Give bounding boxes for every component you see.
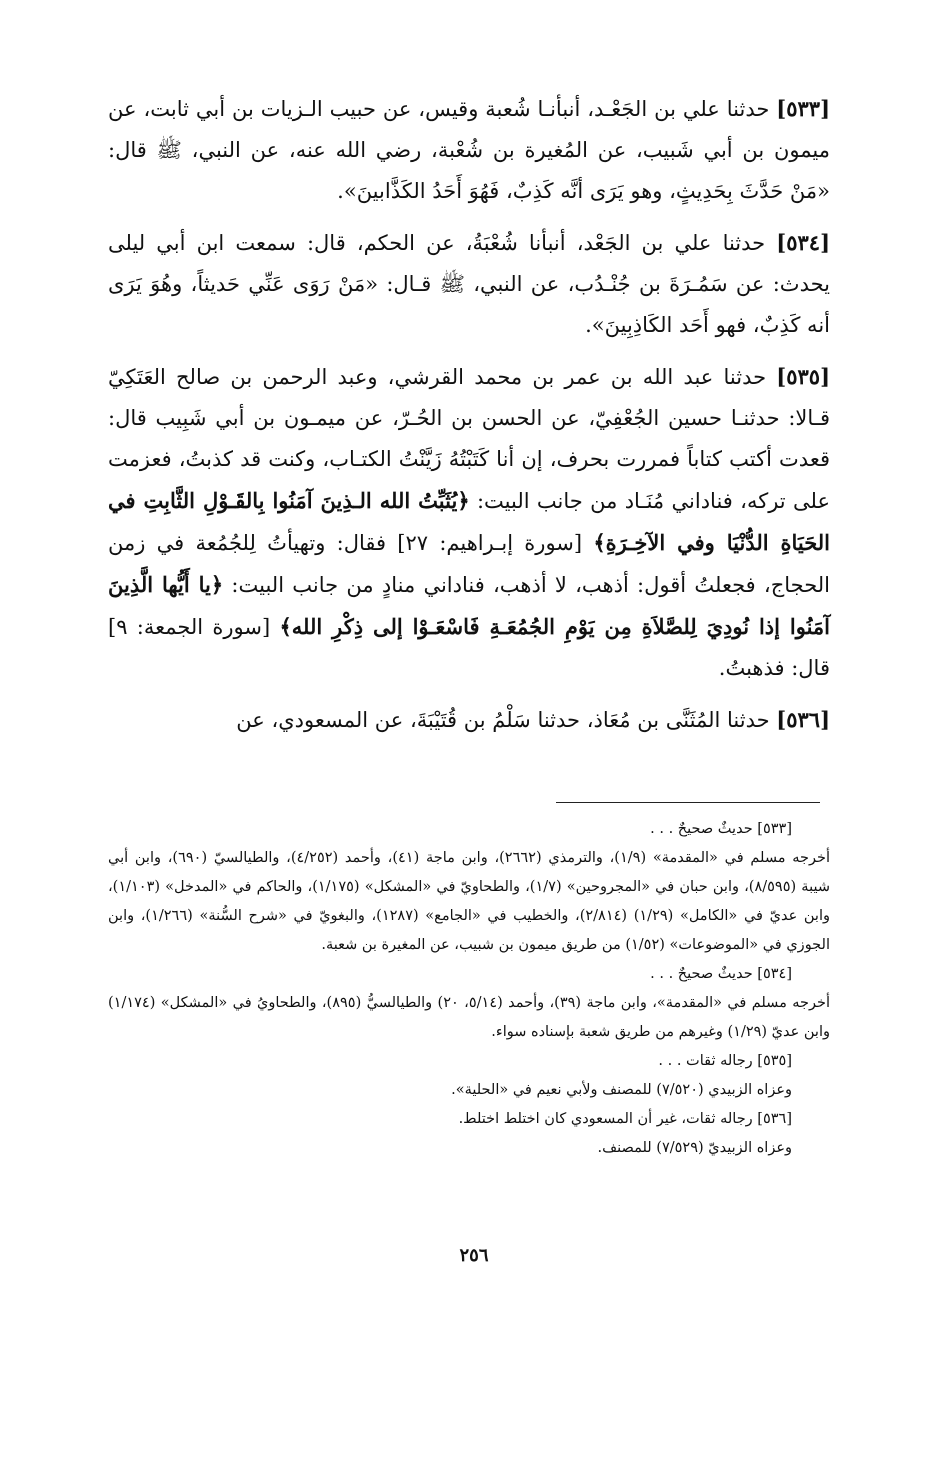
hadith-text: حدثنا عبد الله بن عمر بن محمد القرشي، وعبد الرحمن بن صالح العَتَكِيّ قـالا: حدثنـا حسين الجُعْفِيّ، عن الحسن بن الحُـرّ، عن ميمـون بن أبي شَبِيب قال: قعدت أكتب كتاباً فمررت بحرف، إن أنا كَتَبْتُهُ زَيَّنْتُ الكتـاب، وكنت قد كذبتُ، فعزمت على تركه، فناداني مُنَـاد من جانب البيت: <box>108 365 830 513</box>
hadith-text: حدثنا المُثَنَّى بن مُعَاذ، حدثنا سَلْمُ بن قُتَيْبَةَ، عن المسعودي، عن <box>236 708 777 732</box>
footnote <box>108 1047 830 1076</box>
quran-verse: ﴿يُثَبِّتُ الله الـذِينَ آمَنُوا بِالقَـوْلِ الثَّابِتِ في الحَيَاةِ الدُّنْيَا وفي الآخِـرَةِ﴾ <box>108 488 830 555</box>
footnote-text: حديثٌ صحيحٌ . . . <box>650 821 758 837</box>
footnotes <box>108 815 830 1163</box>
footnote-text: رجاله ثقات . . . <box>658 1053 758 1069</box>
footnote-text: وعزاه الزبيديّ (٧/٥٢٩) للمصنف. <box>597 1140 792 1156</box>
hadith-text: [سورة الجمعة: ٩] قال: فذهبتُ. <box>108 615 830 680</box>
hadith-number: [٥٣٤] <box>776 230 830 255</box>
hadith-text: [سورة إبـراهيم: ٢٧] فقال: وتهيأتُ لِلجُمُعة في زمن الحجاج، فجعلتُ أقول: أذهب، لا أذهب، فناداني منادٍ من جانب البيت: <box>108 531 830 597</box>
footnote <box>108 1134 830 1163</box>
footnote <box>108 815 830 844</box>
footnote <box>108 960 830 989</box>
footnote-text: وعزاه الزبيدي (٧/٥٢٠) للمصنف ولأبي نعيم في «الحلية». <box>451 1082 792 1098</box>
footnote-label: [٥٣٣] <box>757 821 792 837</box>
footnote-label: [٥٣٥] <box>757 1053 792 1069</box>
footnote <box>108 1105 830 1134</box>
footnote-text: رجاله ثقات، غير أن المسعودي كان اختلط اختلط. <box>458 1111 758 1127</box>
footnote <box>108 989 830 1047</box>
quran-verse: ﴿يا أَيُّها الَّذِينَ آمَنُوا إذا نُودِيَ لِلصَّلاَةِ مِن يَوْمِ الجُمُعَـةِ فَاسْعَـوْا إلى ذِكْرِ الله﴾ <box>108 572 831 639</box>
footnote-text: حديثٌ صحيحٌ . . . <box>650 966 758 982</box>
hadith-text: حدثنا علي بن الجَعْـد، أنبأنـا شُعبة وقيس، عن حبيب الـزيات بن أبي ثابت، عن ميمون بن أبي شَبيب، عن المُغيرة بن شُعْبة، رضي الله عنه، عن النبي، ﷺ قال: «مَنْ حَدَّثَ بِحَدِيثٍ، وهو يَرَى أنَّه كَذِبٌ، فَهُوَ أَحَدُ الكَذَّابينَ». <box>108 97 830 203</box>
footnote-label: [٥٣٤] <box>757 966 792 982</box>
footnote-text: أخرجه مسلم في «المقدمة»، وابن ماجة (٣٩)، وأحمد (٥/١٤، ٢٠) والطيالسيُّ (٨٩٥)، والطحاويُ في «المشكل» (١/١٧٤) وابن عديّ (١/٢٩) وغيرهم من طريق شعبة بإسناده سواء. <box>108 995 830 1040</box>
hadith-text: حدثنا علي بن الجَعْد، أنبأنا شُعْبَةُ، عن الحكم، قال: سمعت ابن أبي ليلى يحدث: عن سَمُـرَةَ بن جُنْـدُب، عن النبي، ﷺ قـال: «مَنْ رَوَى عَنِّي حَديثاً، وهُوَ يَرَى أنه كَذِبٌ، فهو أَحَد الكَاذِبِينَ». <box>108 231 830 337</box>
footnote-separator <box>556 802 820 803</box>
footnote <box>108 1076 830 1105</box>
page-number: ٢٥٦ <box>459 1245 489 1266</box>
hadith-533 <box>108 88 830 212</box>
hadith-number: [٥٣٣] <box>776 96 830 121</box>
footnote <box>108 844 830 960</box>
footnote-label: [٥٣٦] <box>757 1111 792 1127</box>
hadith-535 <box>108 356 830 689</box>
hadith-number: [٥٣٥] <box>776 364 830 389</box>
hadith-534 <box>108 222 830 346</box>
hadith-number: [٥٣٦] <box>776 707 830 732</box>
main-text <box>108 88 830 751</box>
footnote-text: أخرجه مسلم في «المقدمة» (١/٩)، والترمذي (٢٦٦٢)، وابن ماجة (٤١)، وأحمد (٤/٢٥٢)، والطيالسيّ (٦٩٠)، وابن أبي شيبة (٨/٥٩٥)، وابن حبان في «المجروحين» (١/٧)، والطحاويّ في «المشكل» (١/١٧٥)، والحاكم في «المدخل» (١/١٠٣)، وابن عديّ في «الكامل» (١/٢٩) (٢/٨١٤)، والخطيب في «الجامع» (١٢٨٧)، والبغويّ في «شرح السُّنة» (١/٢٦٦)، وابن الجوزي في «الموضوعات» (١/٥٢) من طريق ميمون بن شبيب، عن المغيرة بن شعبة. <box>108 850 830 953</box>
hadith-536 <box>108 699 830 741</box>
